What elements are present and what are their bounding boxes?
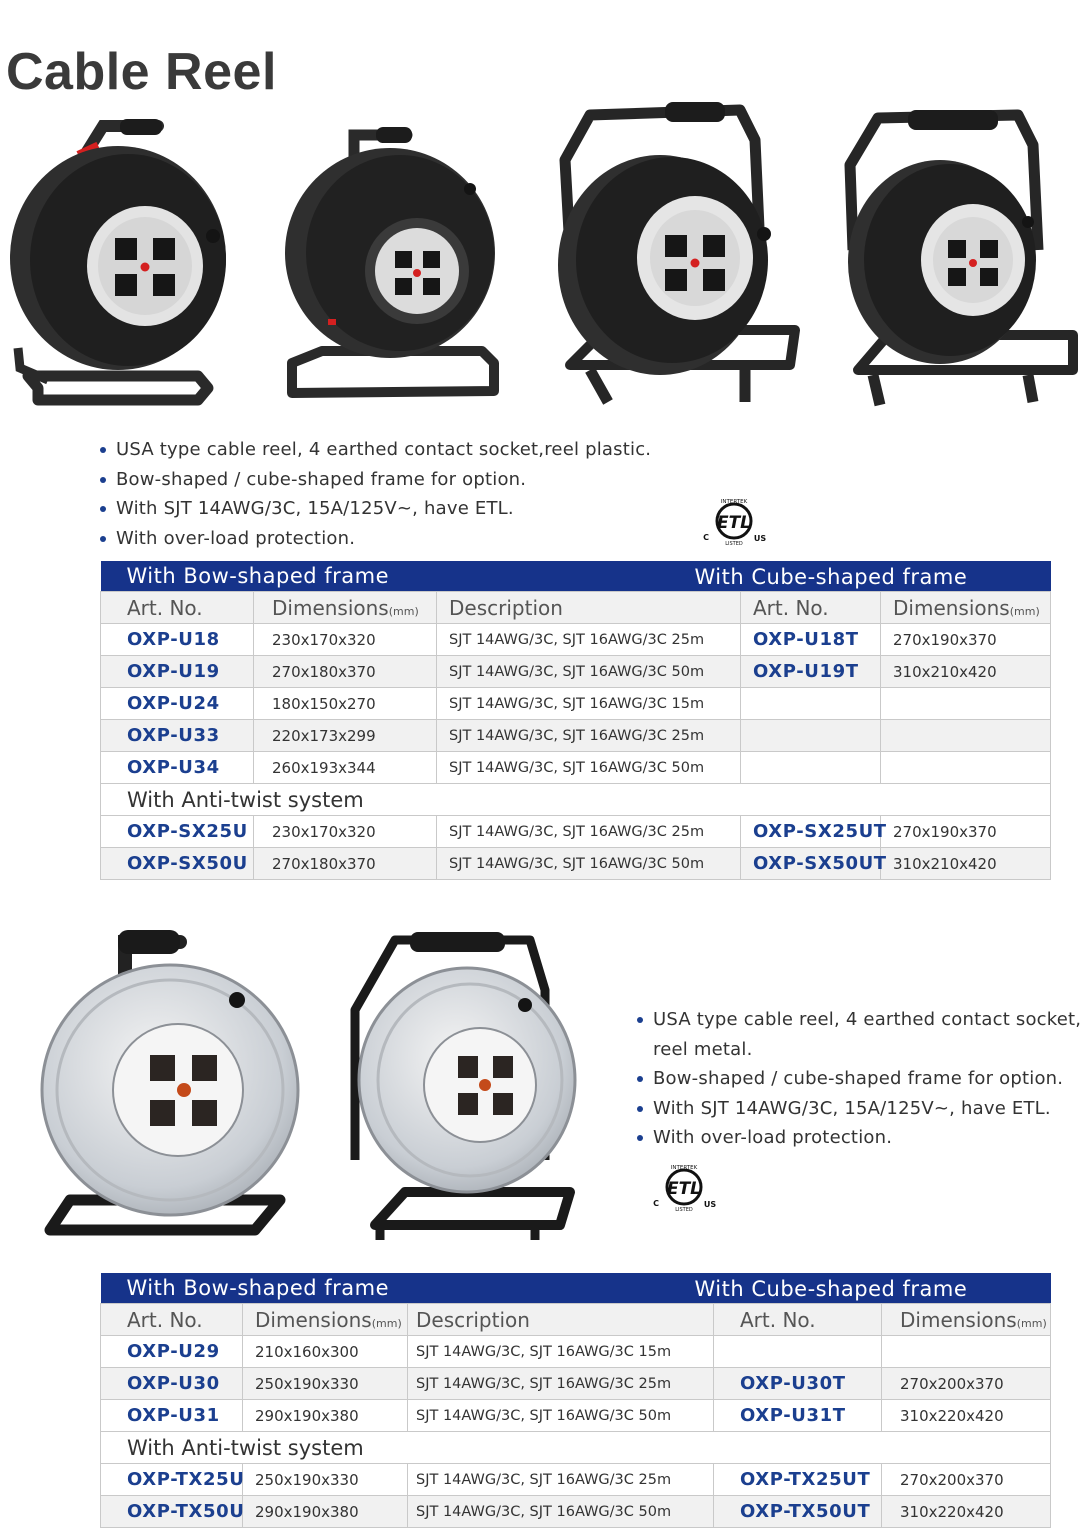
- table-row: [101, 752, 1051, 784]
- cell-dimensions-cube: 270x200x370: [882, 1368, 1051, 1400]
- table-row: [101, 1464, 1051, 1496]
- product-image-bow-reel-1: [8, 118, 220, 413]
- feature-list-plastic: [98, 435, 698, 553]
- etl-certification-logo: [650, 1160, 720, 1212]
- cell-description: SJT 14AWG/3C, SJT 16AWG/3C 15m: [408, 1336, 714, 1368]
- table-body: [101, 1336, 1051, 1432]
- table-row: [101, 656, 1051, 688]
- cell-dimensions: 180x150x270: [254, 688, 437, 720]
- table-subheader: [101, 784, 1051, 816]
- cell-art-no: OXP-TX25U: [101, 1464, 243, 1496]
- cell-description: SJT 14AWG/3C, SJT 16AWG/3C 50m: [408, 1400, 714, 1432]
- svg-text:LISTED: LISTED: [725, 541, 743, 547]
- cell-dimensions-cube: 310x210x420: [881, 656, 1051, 688]
- product-image-metal-bow-reel: [30, 930, 290, 1245]
- etl-certification-logo: [700, 494, 770, 546]
- cell-art-no: OXP-U29: [101, 1336, 243, 1368]
- cell-art-no: OXP-U34: [101, 752, 254, 784]
- cell-art-no: OXP-SX50U: [101, 848, 254, 880]
- col-dimensions-cube: Dimensions(mm): [881, 592, 1051, 624]
- band-cube-frame: With Cube-shaped frame: [741, 561, 1051, 592]
- cell-dimensions-cube: 270x190x370: [881, 816, 1051, 848]
- table-band: [101, 561, 1051, 592]
- svg-text:US: US: [753, 534, 767, 543]
- subheader-anti-twist: With Anti-twist system: [101, 1432, 1051, 1464]
- cell-dimensions-cube: 310x220x420: [882, 1400, 1051, 1432]
- svg-text:C: C: [653, 1199, 659, 1208]
- cell-art-no: OXP-U24: [101, 688, 254, 720]
- spec-table-plastic: [100, 561, 1051, 880]
- cell-dimensions: 250x190x330: [243, 1368, 408, 1400]
- band-bow-frame: With Bow-shaped frame: [101, 1273, 714, 1304]
- cell-art-no-cube: [714, 1336, 882, 1368]
- band-cube-frame: With Cube-shaped frame: [714, 1273, 1051, 1304]
- col-art-no-cube: Art. No.: [741, 592, 881, 624]
- table-row: [101, 624, 1051, 656]
- cell-dimensions: 250x190x330: [243, 1464, 408, 1496]
- cell-art-no-cube: [741, 752, 881, 784]
- cell-art-no-cube: OXP-U19T: [741, 656, 881, 688]
- feature-item: USA type cable reel, 4 earthed contact socket,reel plastic.: [98, 435, 698, 465]
- svg-text:US: US: [703, 1200, 717, 1209]
- svg-text:ETL: ETL: [716, 513, 752, 533]
- cell-dimensions-cube: 310x220x420: [882, 1496, 1051, 1528]
- cell-art-no: OXP-U19: [101, 656, 254, 688]
- cell-art-no: OXP-TX50U: [101, 1496, 243, 1528]
- cell-description: SJT 14AWG/3C, SJT 16AWG/3C 25m: [437, 624, 741, 656]
- cell-art-no-cube: [741, 688, 881, 720]
- cell-description: SJT 14AWG/3C, SJT 16AWG/3C 25m: [437, 720, 741, 752]
- cell-dimensions-cube: 310x210x420: [881, 848, 1051, 880]
- feature-item: With over-load protection.: [635, 1123, 1085, 1153]
- cell-dimensions-cube: [881, 752, 1051, 784]
- col-description: Description: [437, 592, 741, 624]
- cell-art-no: OXP-U31: [101, 1400, 243, 1432]
- table-subheader: [101, 1432, 1051, 1464]
- page-title: Cable Reel: [6, 43, 277, 101]
- cell-art-no-cube: [741, 720, 881, 752]
- cell-dimensions: 230x170x320: [254, 624, 437, 656]
- band-bow-frame: With Bow-shaped frame: [101, 561, 741, 592]
- svg-text:INTERTEK: INTERTEK: [720, 499, 748, 505]
- cell-art-no: OXP-U33: [101, 720, 254, 752]
- col-dimensions: Dimensions(mm): [254, 592, 437, 624]
- cell-dimensions-cube: 270x200x370: [882, 1464, 1051, 1496]
- feature-item: Bow-shaped / cube-shaped frame for option.: [635, 1064, 1085, 1094]
- svg-text:LISTED: LISTED: [675, 1207, 693, 1213]
- svg-text:INTERTEK: INTERTEK: [670, 1165, 698, 1171]
- subheader-anti-twist: With Anti-twist system: [101, 784, 1051, 816]
- cell-dimensions-cube: [882, 1336, 1051, 1368]
- cell-art-no: OXP-U30: [101, 1368, 243, 1400]
- cell-description: SJT 14AWG/3C, SJT 16AWG/3C 15m: [437, 688, 741, 720]
- feature-item: Bow-shaped / cube-shaped frame for option.: [98, 465, 698, 495]
- table-row: [101, 688, 1051, 720]
- cell-description: SJT 14AWG/3C, SJT 16AWG/3C 25m: [437, 816, 741, 848]
- table-band: [101, 1273, 1051, 1304]
- cell-art-no: OXP-U18: [101, 624, 254, 656]
- table-body: [101, 624, 1051, 784]
- feature-item: With SJT 14AWG/3C, 15A/125V~, have ETL.: [635, 1094, 1085, 1124]
- cell-art-no-cube: OXP-U31T: [714, 1400, 882, 1432]
- feature-item: With SJT 14AWG/3C, 15A/125V~, have ETL.: [98, 494, 698, 524]
- cell-dimensions-cube: [881, 720, 1051, 752]
- cell-art-no-cube: OXP-SX50UT: [741, 848, 881, 880]
- col-art-no: Art. No.: [101, 592, 254, 624]
- cell-dimensions: 260x193x344: [254, 752, 437, 784]
- cell-dimensions: 220x173x299: [254, 720, 437, 752]
- cell-dimensions-cube: [881, 688, 1051, 720]
- table-row: [101, 720, 1051, 752]
- col-art-no-cube: Art. No.: [714, 1304, 882, 1336]
- feature-item: USA type cable reel, 4 earthed contact socket, reel metal.: [635, 1005, 1085, 1064]
- table-row: [101, 1368, 1051, 1400]
- svg-text:ETL: ETL: [666, 1179, 702, 1199]
- cell-dimensions: 210x160x300: [243, 1336, 408, 1368]
- cell-description: SJT 14AWG/3C, SJT 16AWG/3C 50m: [437, 752, 741, 784]
- product-image-cube-reel-1: [550, 100, 800, 410]
- cell-dimensions: 290x190x380: [243, 1496, 408, 1528]
- table-body-anti-twist: [101, 1464, 1051, 1528]
- cell-description: SJT 14AWG/3C, SJT 16AWG/3C 25m: [408, 1464, 714, 1496]
- cell-dimensions: 230x170x320: [254, 816, 437, 848]
- col-art-no: Art. No.: [101, 1304, 243, 1336]
- cell-art-no-cube: OXP-SX25UT: [741, 816, 881, 848]
- table-row: [101, 1336, 1051, 1368]
- cell-art-no-cube: OXP-U30T: [714, 1368, 882, 1400]
- product-image-cube-reel-2: [838, 110, 1078, 410]
- cell-dimensions: 290x190x380: [243, 1400, 408, 1432]
- cell-dimensions: 270x180x370: [254, 656, 437, 688]
- product-image-metal-cube-reel: [345, 930, 575, 1245]
- cell-art-no: OXP-SX25U: [101, 816, 254, 848]
- table-header-row: [101, 1304, 1051, 1336]
- product-image-bow-reel-2: [282, 123, 502, 403]
- table-row: [101, 1496, 1051, 1528]
- feature-list-metal: [635, 1005, 1085, 1153]
- svg-text:C: C: [703, 533, 709, 542]
- table-row: [101, 816, 1051, 848]
- cell-description: SJT 14AWG/3C, SJT 16AWG/3C 50m: [437, 656, 741, 688]
- cell-dimensions: 270x180x370: [254, 848, 437, 880]
- cell-description: SJT 14AWG/3C, SJT 16AWG/3C 50m: [408, 1496, 714, 1528]
- cell-dimensions-cube: 270x190x370: [881, 624, 1051, 656]
- table-body-anti-twist: [101, 816, 1051, 880]
- cell-art-no-cube: OXP-TX25UT: [714, 1464, 882, 1496]
- col-description: Description: [408, 1304, 714, 1336]
- spec-table-metal: [100, 1273, 1051, 1528]
- cell-art-no-cube: OXP-U18T: [741, 624, 881, 656]
- cell-description: SJT 14AWG/3C, SJT 16AWG/3C 50m: [437, 848, 741, 880]
- cell-art-no-cube: OXP-TX50UT: [714, 1496, 882, 1528]
- table-row: [101, 848, 1051, 880]
- col-dimensions-cube: Dimensions(mm): [882, 1304, 1051, 1336]
- feature-item: With over-load protection.: [98, 524, 698, 554]
- table-header-row: [101, 592, 1051, 624]
- table-row: [101, 1400, 1051, 1432]
- col-dimensions: Dimensions(mm): [243, 1304, 408, 1336]
- cell-description: SJT 14AWG/3C, SJT 16AWG/3C 25m: [408, 1368, 714, 1400]
